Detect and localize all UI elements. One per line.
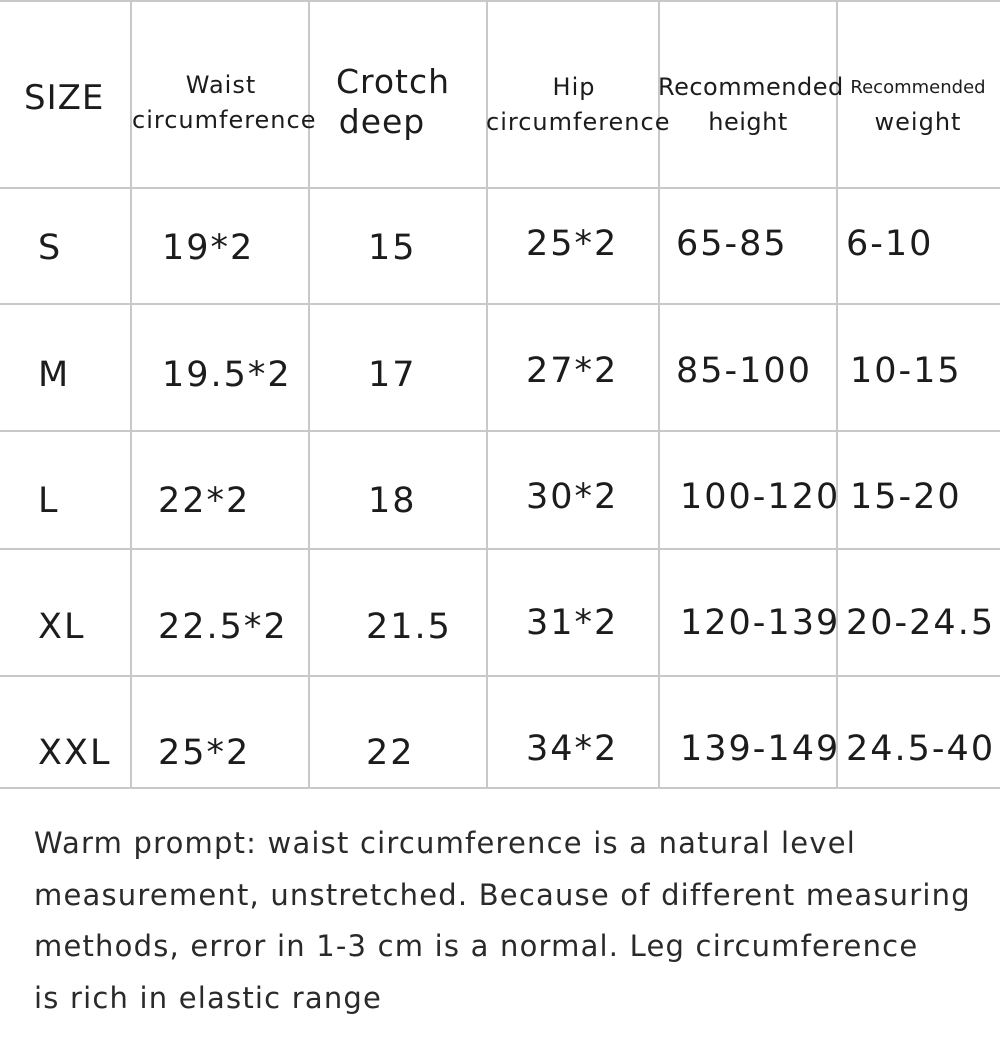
cell-size-s: S <box>38 228 63 268</box>
header-waist-line2: circumference <box>132 105 317 134</box>
cell-weight-s: 6-10 <box>846 224 934 264</box>
cell-height-l: 100-120 <box>680 477 841 517</box>
header-hip-line1: Hip <box>552 73 596 101</box>
row-divider <box>0 430 1000 432</box>
header-weight-line1: Recommended <box>850 77 986 98</box>
row-divider <box>0 303 1000 305</box>
cell-hip-l: 30*2 <box>526 477 619 517</box>
cell-size-l: L <box>38 481 60 521</box>
cell-height-xxl: 139-149 <box>680 729 841 769</box>
cell-weight-l: 15-20 <box>850 477 962 517</box>
cell-size-xxl: XXL <box>38 733 112 773</box>
note-line: methods, error in 1-3 cm is a normal. Leg circumference <box>34 929 919 963</box>
note-line: Warm prompt: waist circumference is a natural level <box>34 826 856 860</box>
header-size: SIZE <box>24 78 105 118</box>
row-divider <box>0 548 1000 550</box>
cell-size-xl: XL <box>38 607 86 647</box>
cell-height-m: 85-100 <box>676 351 812 391</box>
cell-waist-s: 19*2 <box>162 228 255 268</box>
header-divider <box>0 187 1000 189</box>
cell-size-m: M <box>38 355 71 395</box>
header-crotch-line2: deep <box>338 101 426 141</box>
header-crotch-line1: Crotch <box>335 62 451 101</box>
header-height-line2: height <box>708 107 788 136</box>
header-crotch <box>310 62 476 141</box>
cell-height-s: 65-85 <box>676 224 788 264</box>
cell-hip-xxl: 34*2 <box>526 729 619 769</box>
cell-height-xl: 120-139 <box>680 603 841 643</box>
header-height-line1: Recommended <box>658 73 844 101</box>
measurement-note <box>34 818 984 1024</box>
cell-hip-s: 25*2 <box>526 224 619 264</box>
table-border-top <box>0 0 1000 2</box>
cell-hip-xl: 31*2 <box>526 603 619 643</box>
header-hip-line2: circumference <box>486 107 671 136</box>
cell-weight-xxl: 24.5-40 <box>846 729 996 769</box>
note-line: is rich in elastic range <box>34 980 383 1015</box>
cell-weight-m: 10-15 <box>850 351 962 391</box>
cell-waist-m: 19.5*2 <box>162 355 292 395</box>
cell-crotch-s: 15 <box>368 228 417 268</box>
header-height <box>658 70 844 140</box>
note-line: measurement, unstretched. Because of different measuring <box>34 877 971 912</box>
header-waist <box>132 68 317 138</box>
cell-weight-xl: 20-24.5 <box>846 603 996 643</box>
cell-crotch-xl: 21.5 <box>366 607 452 647</box>
header-weight-line2: weight <box>874 107 962 136</box>
cell-crotch-xxl: 22 <box>366 733 415 773</box>
cell-waist-xxl: 25*2 <box>158 733 251 773</box>
header-weight <box>838 74 998 141</box>
header-hip <box>486 70 671 140</box>
cell-crotch-m: 17 <box>368 355 417 395</box>
header-waist-line1: Waist <box>185 71 257 99</box>
cell-waist-xl: 22.5*2 <box>158 607 288 647</box>
row-divider <box>0 675 1000 677</box>
cell-crotch-l: 18 <box>368 481 417 521</box>
table-border-bottom <box>0 787 1000 789</box>
cell-waist-l: 22*2 <box>158 481 251 521</box>
cell-hip-m: 27*2 <box>526 351 619 391</box>
